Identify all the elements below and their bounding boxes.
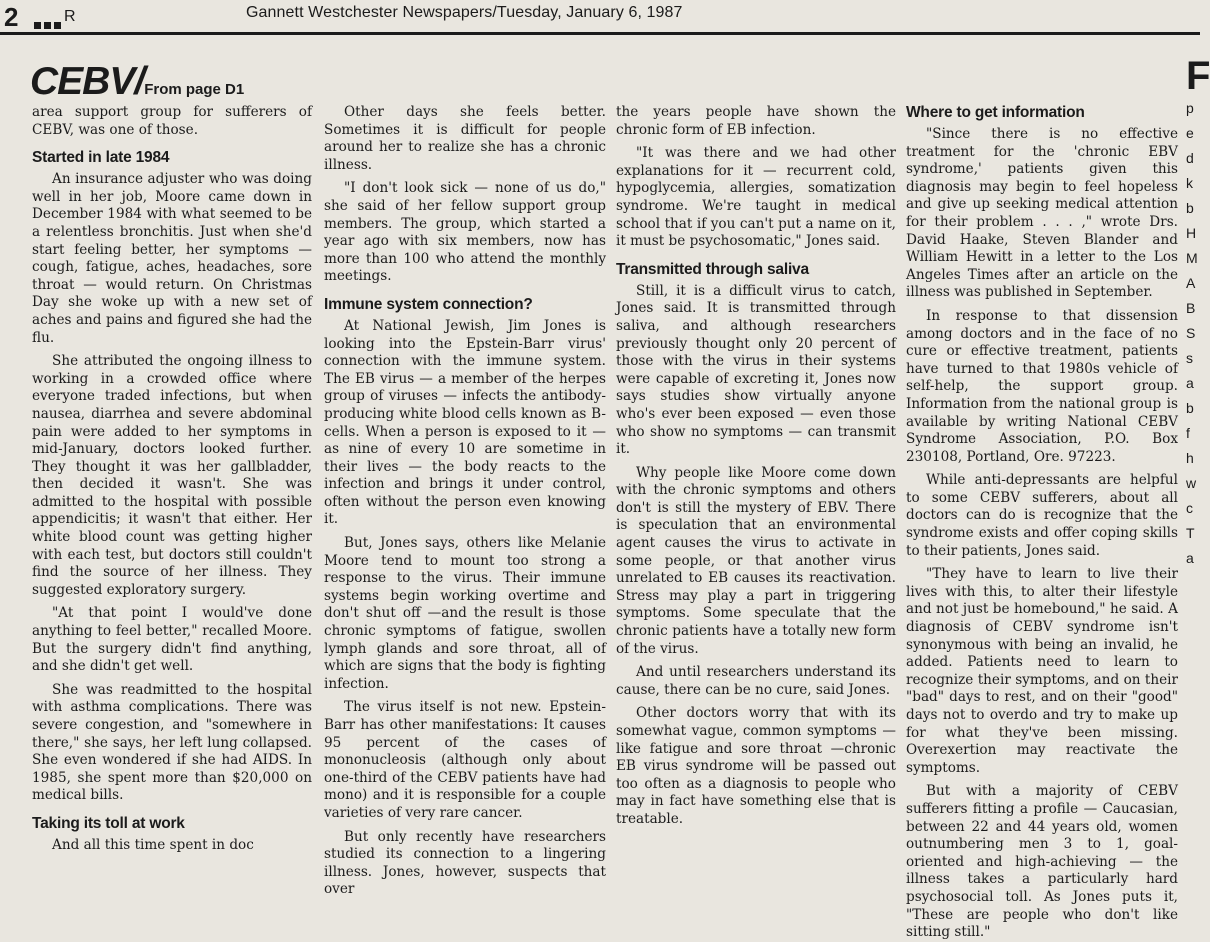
subheading: Immune system connection? — [324, 295, 533, 313]
adjacent-letter: d — [1186, 150, 1194, 166]
adjacent-letter: s — [1186, 350, 1193, 366]
paragraph: Other doctors worry that with its somewhat vague, common symptoms — like fatigue and sore throat —chronic EB virus syndrome will be passed out too often as a diagnosis to people who may in fact have something else that is treatable. — [616, 705, 896, 827]
paragraph: In response to that dissension among doctors and in the face of no cure or effective treatment, patients have turned to that 1980s vehicle of self-help, the support group. Information from the national group is available by writing National CEBV Syndrome Association, P.O. Box 230108, Portland, Ore. 97223. — [906, 307, 1178, 465]
adjacent-letter: F — [1186, 54, 1210, 98]
subheading: Started in late 1984 — [32, 149, 170, 167]
edition-letter: R — [64, 8, 76, 25]
paragraph: The virus itself is not new. Epstein-Barr has other manifestations: It causes 95 percent of the cases of mononucleosis (although only about one-third of the CEBV patients have had mono) and it is responsible for a couple varieties of very rare cancer. — [324, 699, 606, 821]
subheading: Where to get information — [906, 104, 1085, 121]
header-rule — [0, 32, 1200, 35]
adjacent-letter: f — [1186, 425, 1190, 441]
paragraph: Still, it is a difficult virus to catch, Jones said. It is transmitted through saliva, and although researchers previously thought only 20 percent of those with the virus in their systems were capable of excreting it, Jones now says studies show virtually anyone who's ever been exposed — even those who show no symptoms — can transmit it. — [616, 282, 896, 458]
adjacent-letter: p — [1186, 100, 1194, 116]
paragraph: And all this time spent in doc — [52, 836, 254, 853]
subheading: Taking its toll at work — [32, 814, 185, 832]
article-column-3 — [616, 104, 896, 827]
paragraph: She attributed the ongoing illness to working in a crowded office where everyone traded infections, but when nausea, diarrhea and severe abdominal pain were added to her symptoms in mid-January, doctors looked further. They thought it was her gallbladder, then decided it wasn't. She was admitted to the hospital with possible appendicitis; it wasn't that either. Her white blood count was getting higher with each test, but doctors still couldn't find the source of her illness. They suggested exploratory surgery. — [32, 353, 312, 598]
article-column-4 — [906, 104, 1178, 941]
paragraph: "At that point I would've done anything to feel better," recalled Moore. But the surgery didn't find anything, and she didn't get well. — [32, 605, 312, 675]
paragraph: But with a majority of CEBV sufferers fitting a profile — Caucasian, between 22 and 44 years old, women outnumbering men 3 to 1, goal-oriented and high-achieving — the illness takes a particularly hard psychosocial toll. As Jones puts it, "These are people who don't like sitting still." — [906, 783, 1178, 941]
adjacent-letter: b — [1186, 400, 1194, 416]
adjacent-letter: T — [1186, 525, 1195, 541]
adjacent-letter: h — [1186, 450, 1194, 466]
ornament-squares — [34, 14, 64, 33]
paragraph: "They have to learn to live their lives with this, to alter their lifestyle and not just be homebound," he said. A diagnosis of CEBV syndrome isn't synonymous with being an invalid, he added. Patients need to learn to recognize their symptoms, and on their "bad" days to rest, and on their "good" days not to overdo and try to make up for what they've been missing. Overexertion may reactivate the symptoms. — [906, 566, 1178, 776]
page-header — [0, 0, 1200, 40]
paragraph: While anti-depressants are helpful to some CEBV sufferers, about all doctors can do is recognize that the syndrome exists and offer coping skills to their patients, Jones said. — [906, 472, 1178, 559]
jump-from: From page D1 — [144, 81, 245, 98]
adjacent-letter: S — [1186, 325, 1196, 341]
adjacent-column-fragment — [1186, 54, 1210, 724]
paragraph: area support group for sufferers of CEBV, was one of those. — [32, 104, 312, 138]
adjacent-letter: w — [1186, 475, 1197, 491]
paragraph: Why people like Moore come down with the chronic symptoms and others don't is still the mystery of EBV. There is speculation that an environmental agent causes the virus to activate in some people, or that another virus unrelated to EB causes its reactivation. Stress may play a part in triggering symptoms. Some speculate that the chronic patients have a totally new form of the virus. — [616, 464, 896, 657]
paragraph: "Since there is no effective treatment for the 'chronic EBV syndrome,' patients given this diagnosis may begin to feel hopeless and give up seeking medical attention for their problem . . . ," wrote Drs. David Haake, Steven Blander and William Hewitt in a letter to the Los Angeles Times after an article on the illness was published in September. — [906, 126, 1178, 301]
paragraph: But, Jones says, others like Melanie Moore tend to mount too strong a response to the virus. Their immune systems begin working overtime and don't shut off —and the result is those chronic symptoms of fatigue, swollen lymph glands and sore throat, all of which are signs that the body is fighting infection. — [324, 535, 606, 692]
paragraph: "It was there and we had other explanations for it — recurrent cold, hypoglycemia, allergies, somatization syndrome. We're taught in medical school that if you can't put a name on it, it must be psychosomatic," Jones said. — [616, 145, 896, 250]
adjacent-letter: a — [1186, 550, 1194, 566]
adjacent-letter: k — [1186, 175, 1193, 191]
article-column-1 — [32, 104, 312, 853]
jump-headline — [30, 60, 245, 103]
adjacent-letter: e — [1186, 125, 1194, 141]
adjacent-letter: H — [1186, 225, 1197, 241]
paragraph: At National Jewish, Jim Jones is looking into the Epstein-Barr virus' connection with the immune system. The EB virus — a member of the herpes group of viruses — infects the antibody-producing white blood cells known as B-cells. When a person is exposed to it —as nine of every 10 are sometime in their lives — the body reacts to the infection and brings it under control, often without the person even knowing it. — [324, 317, 606, 528]
paragraph: But only recently have researchers studied its connection to a lingering illness. Jones, however, suspects that over — [324, 828, 606, 898]
paragraph: "I don't look sick — none of us do," she said of her fellow support group members. The group, which started a year ago with six members, now has more than 100 who attend the monthly meetings. — [324, 180, 606, 285]
adjacent-letter: B — [1186, 300, 1196, 316]
masthead: Gannett Westchester Newspapers/Tuesday, January 6, 1987 — [246, 4, 683, 21]
paragraph: She was readmitted to the hospital with asthma complications. There was severe congestion, and "somewhere in there," she says, her left lung collapsed. She even wondered if she had AIDS. In 1985, she spent more than $20,000 on medical bills. — [32, 681, 312, 804]
paragraph: Other days she feels better. Sometimes it is difficult for people around her to realize she has a chronic illness. — [324, 104, 606, 173]
adjacent-letter: b — [1186, 200, 1194, 216]
article-column-2 — [324, 104, 606, 898]
subheading: Transmitted through saliva — [616, 260, 809, 278]
jump-word: CEBV/ — [30, 60, 145, 103]
adjacent-letter: M — [1186, 250, 1198, 266]
paragraph: An insurance adjuster who was doing well in her job, Moore came down in December 1984 with what seemed to be a relentless bronchitis. Just when she'd start feeling better, her symptoms —cough, fatigue, aches, headaches, sore throat — would return. On Christmas Day she woke up with a new set of aches and pains and figured she had the flu. — [32, 171, 312, 346]
paragraph: the years people have shown the chronic form of EB infection. — [616, 104, 896, 138]
paragraph: And until researchers understand its cause, there can be no cure, said Jones. — [616, 664, 896, 698]
adjacent-letter: A — [1186, 275, 1196, 291]
adjacent-letter: a — [1186, 375, 1194, 391]
page-number: 2 — [4, 2, 19, 32]
adjacent-letter: c — [1186, 500, 1193, 516]
